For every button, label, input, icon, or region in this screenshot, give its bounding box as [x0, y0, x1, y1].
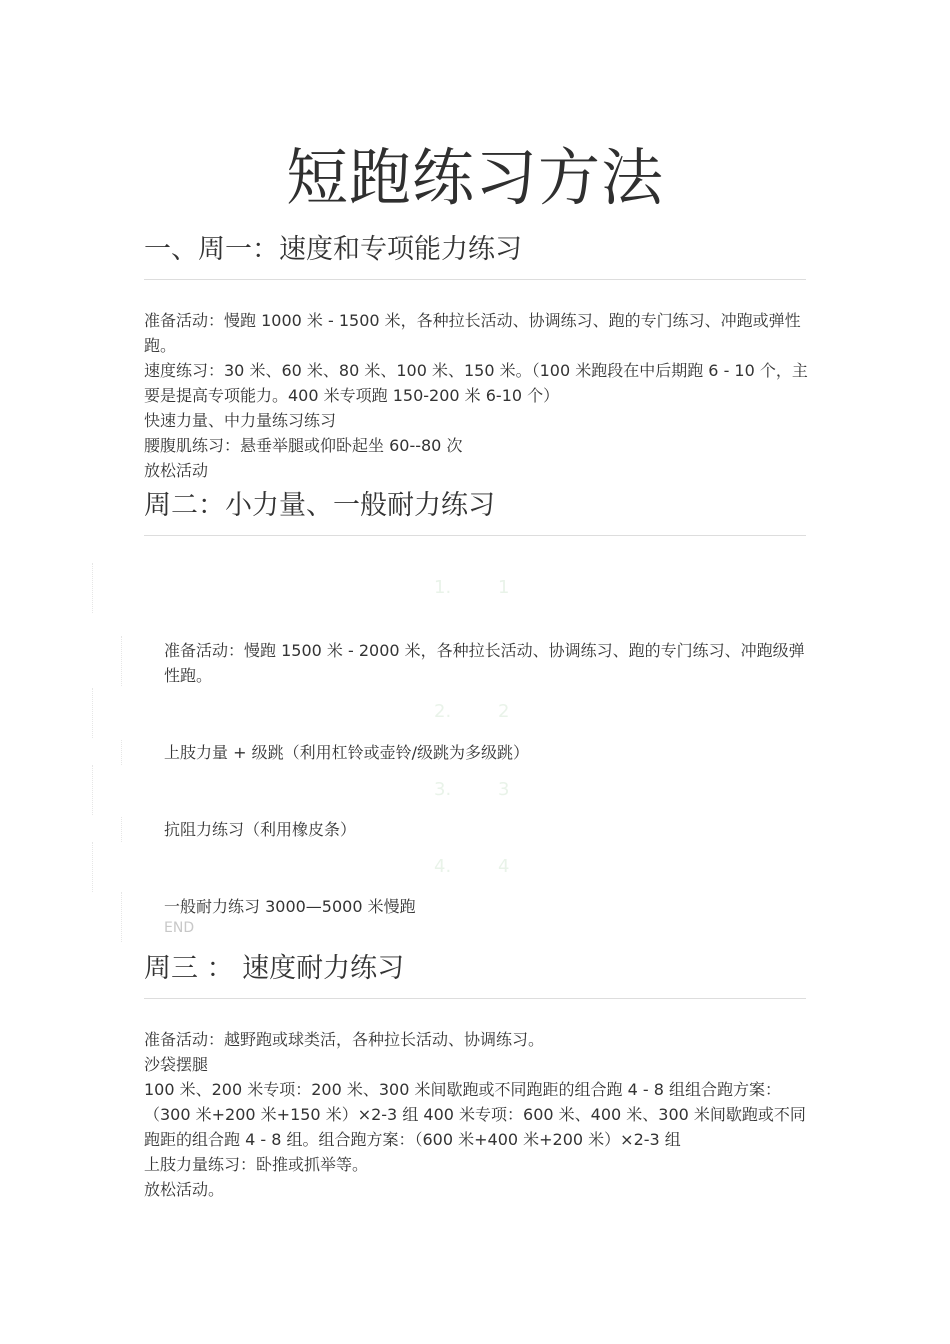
section-heading-tuesday: 周二：小力量、一般耐力练习 [144, 489, 806, 536]
step-text: 一般耐力练习 3000—5000 米慢跑 [164, 897, 416, 916]
section-heading-monday: 一、周一：速度和专项能力练习 [144, 233, 806, 280]
paragraph-line: 100 米、200 米专项：200 米、300 米间歇跑或不同跑距的组合跑 4 - 8 组组合跑方案：（300 米+200 米+150 米）×2-3 组 400 米专项：600 米、400 米、300 米间歇跑或不同跑距的组合跑 4 - 8 组。组合跑方案：（600 米+400 米+200 米）×2-3 组 [144, 1080, 806, 1149]
paragraph-line: 腰腹肌练习：悬垂举腿或仰卧起坐 60--80 次 [144, 436, 463, 455]
divider [121, 636, 122, 686]
section-body-monday [144, 308, 814, 483]
step-number: 2. 2 [434, 701, 510, 722]
paragraph-line: 放松活动。 [144, 1180, 225, 1199]
paragraph-line: 放松活动 [144, 461, 209, 480]
section-body-wednesday [144, 1027, 814, 1202]
paragraph-line: 速度练习：30 米、60 米、80 米、100 米、150 米。（100 米跑段在中后期跑 6 - 10 个，主要是提高专项能力。400 米专项跑 150-200 米 6-10 个） [144, 361, 808, 405]
paragraph-line: 准备活动：慢跑 1000 米 - 1500 米，各种拉长活动、协调练习、跑的专门练习、冲跑或弹性跑。 [144, 311, 801, 355]
step-text: 上肢力量 + 级跳（利用杠铃或壶铃/级跳为多级跳） [164, 743, 529, 762]
divider [121, 892, 122, 942]
divider [121, 740, 122, 765]
step-number: 4. 4 [434, 856, 510, 877]
step-text: 抗阻力练习（利用橡皮条） [164, 820, 357, 839]
page-title: 短跑练习方法 [285, 141, 664, 214]
paragraph-line: 快速力量、中力量练习练习 [144, 411, 337, 430]
divider [92, 765, 93, 815]
paragraph-line: 准备活动：越野跑或球类活，各种拉长活动、协调练习。 [144, 1030, 545, 1049]
divider [92, 688, 93, 738]
paragraph-line: 沙袋摆腿 [144, 1055, 209, 1074]
step-text: 准备活动：慢跑 1500 米 - 2000 米，各种拉长活动、协调练习、跑的专门练习、冲跑级弹性跑。 [164, 641, 805, 685]
step-number: 1. 1 [434, 577, 510, 598]
section-heading-wednesday: 周三 ： 速度耐力练习 [144, 952, 806, 999]
divider [121, 817, 122, 842]
end-marker: END [164, 920, 195, 936]
divider [92, 842, 93, 892]
paragraph-line: 上肢力量练习：卧推或抓举等。 [144, 1155, 369, 1174]
step-number: 3. 3 [434, 779, 510, 800]
divider [92, 563, 93, 613]
